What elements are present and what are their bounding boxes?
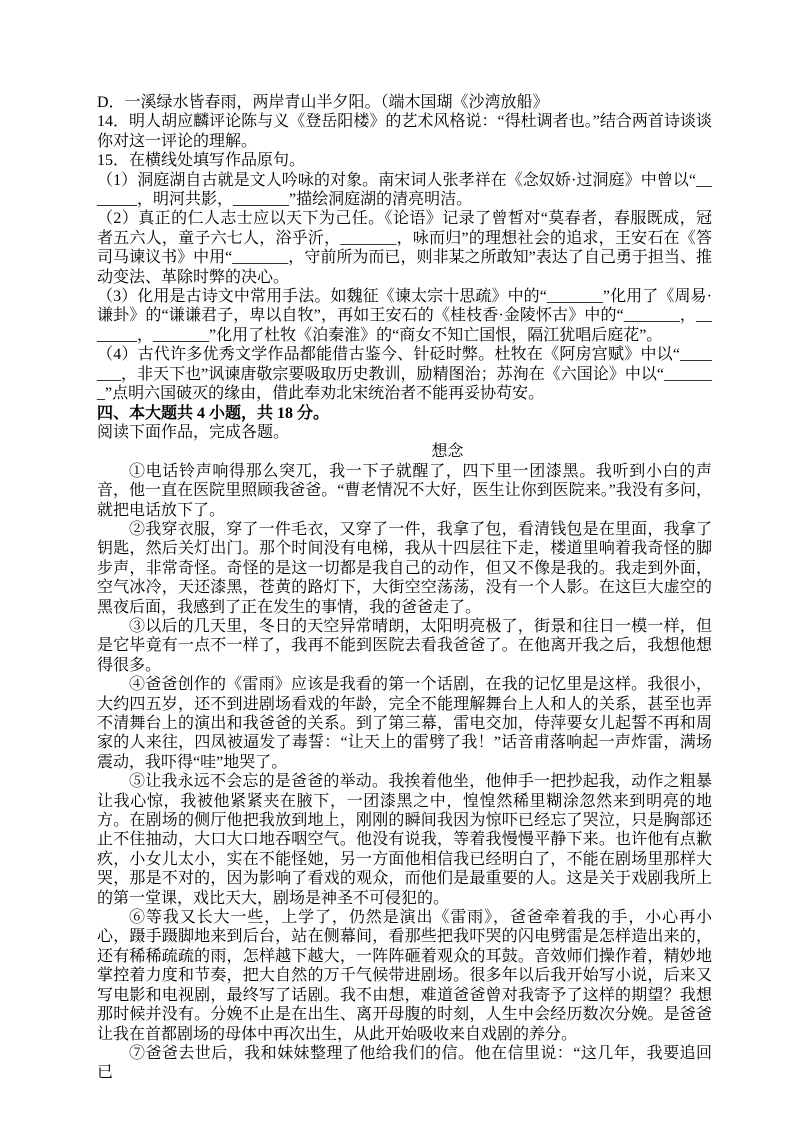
essay-paragraph-6: ⑥等我又长大一些，上学了，仍然是演出《雷雨》，爸爸牵着我的手，小心再小心，蹑手蹑脚地来到后台，站在侧幕间，看那些把我吓哭的闪电劈雷是怎样造出来的，还有稀稀疏疏的雨，怎样越下越大，一阵阵砸着观众的耳鼓。音效师们操作着，精妙地掌控着力度和节奏，把大自然的万千气候带进剧场。很多年以后我开始写小说，后来又写电影和电视剧，最终写了话剧。我不由想，难道爸爸曾对我寄予了这样的期望？我想那时候并没有。分娩不止是在出生、离开母腹的时刻，人生中会经历数次分娩。是爸爸让我在首都剧场的母体中再次出生，从此开始吸收来自戏剧的养分。 (97, 909, 712, 1043)
reading-instruction: 阅读下面作品，完成各题。 (97, 423, 290, 441)
essay-title: 想念 (431, 443, 464, 461)
essay-paragraph-2: ②我穿衣服，穿了一件毛衣，又穿了一件，我拿了包，看清钱包是在里面，我拿了钥匙，然后关灯出门。那个时间没有电梯，我从十四层往下走，楼道里响着我奇怪的脚步声，非常奇怪。奇怪的是这一切都是我自己的动作，但又不像是我的。我走到外面，空气冰冷，天还漆黑，苍黄的路灯下，大街空空荡荡，没有一个人影。在这巨大虚空的黑夜后面，我感到了正在发生的事情，我的爸爸走了。 (97, 520, 712, 616)
essay-paragraph-4: ④爸爸创作的《雷雨》应该是我看的第一个话剧，在我的记忆里是这样。我很小，大约四五岁，还不到进剧场看戏的年龄，完全不能理解舞台上人和人的关系，甚至也弄不清舞台上的演出和我爸爸的关系。到了第三幕，雷电交加，侍萍要女儿起誓不再和周家的人来往，四凤被逼发了毒誓：“让天上的雷劈了我！”话音甫落响起一声炸雷，满场震动，我吓得“哇”地哭了。 (97, 676, 712, 771)
essay-paragraph-3: ③以后的几天里，冬日的天空异常晴朗，太阳明亮极了，街景和往日一模一样，但是它毕竟有一点不一样了，我再不能到医院去看我爸爸了。在他离开我之后，我想他想得很多。 (97, 617, 712, 674)
essay-body (97, 462, 712, 1083)
q15-item-1: （1）洞庭湖自古就是文人吟咏的对象。南宋词人张孝祥在《念奴娇·过洞庭》中曾以“_______，明河共影，_______”描绘洞庭湖的清亮明洁。 (97, 171, 712, 209)
section-four-heading: 四、本大题共 4 小题，共 18 分。 (97, 404, 330, 422)
question-14: 14．明人胡应麟评论陈与义《登岳阳楼》的艺术风格说：“得杜调者也。”结合两首诗谈谈你对这一评论的理解。 (97, 113, 712, 150)
q15-item-3: （3）化用是古诗文中常用手法。如魏征《谏太宗十思疏》中的“_______”化用了《周易·谦卦》的“谦谦君子，卑以自牧”，再如王安石的《桂枝香·金陵怀古》中的“_______，_______，_______”化用了杜牧《泊秦淮》的“商女不知亡国恨，隔江犹唱后庭花”。 (97, 288, 712, 344)
essay-paragraph-7: ⑦爸爸去世后，我和妹妹整理了他给我们的信。他在信里说：“这几年，我要追回已 (97, 1044, 712, 1082)
option-d: D．一溪绿水皆春雨，两岸青山半夕阳。（端木国瑚《沙湾放船》 (97, 94, 549, 111)
q15-item-2: （2）真正的仁人志士应以天下为己任。《论语》记录了曾皙对“莫春者，春服既成，冠者五六人，童子六七人，浴乎沂，_______，咏而归”的理想社会的追求，王安石在《答司马谏议书》中用“_______，守前所为而已，则非某之所敢知”表达了自己勇于担当、推动变法、革除时弊的决心。 (97, 210, 712, 286)
q15-item-4: （4）古代许多优秀文学作品都能借古鉴今、针砭时弊。杜牧在《阿房宫赋》中以“_______，非天下也”讽谏唐敬宗要吸取历史教训，励精图治；苏洵在《六国论》中以“_______”点明六国破灭的缘由，借此奉劝北宋统治者不能再妥协苟安。 (97, 346, 712, 403)
essay-paragraph-5: ⑤让我永远不会忘的是爸爸的举动。我挨着他坐，他伸手一把抄起我，动作之粗暴让我心惊，我被他紧紧夹在腋下，一团漆黑之中，惶惶然稀里糊涂忽然来到明亮的地方。在剧场的侧厅他把我放到地上，刚刚的瞬间我因为惊吓已经忘了哭泣，只是胸部还止不住抽动，大口大口地吞咽空气。他没有说我，等着我慢慢平静下来。也许他有点歉疚，小女儿太小，实在不能怪她，另一方面他相信我已经明白了，不能在剧场里那样大哭，那是不对的，因为影响了看戏的观众，而他们是最重要的人。这是关于戏剧我所上的第一堂课，戏比天大，剧场是神圣不可侵犯的。 (97, 773, 712, 907)
essay-paragraph-1: ①电话铃声响得那么突兀，我一下子就醒了，四下里一团漆黑。我听到小白的声音，他一直在医院里照顾我爸爸。“曹老情况不大好，医生让你到医院来。”我没有多问，就把电话放下了。 (97, 462, 712, 519)
question-15-stem: 15．在横线处填写作品原句。 (97, 152, 306, 170)
